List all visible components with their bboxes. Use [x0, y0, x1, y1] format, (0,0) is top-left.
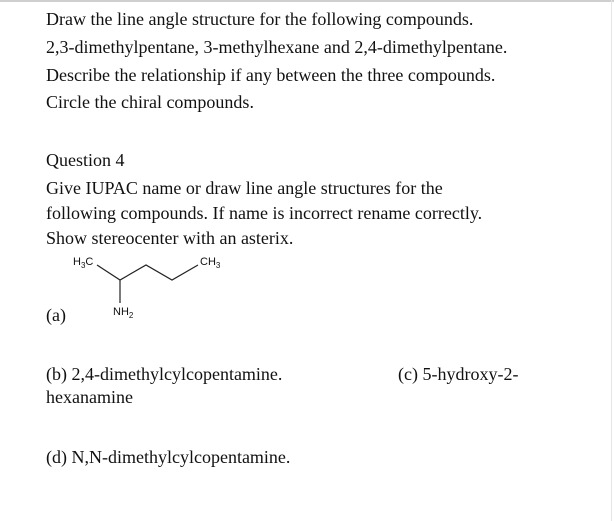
- question-4-title: Question 4: [46, 150, 125, 170]
- amine-group: $NH_2$: [113, 306, 134, 321]
- methyl-group-left: $H_3C$: [73, 256, 94, 271]
- q4-instruction-1: Give IUPAC name or draw line angle structures for the: [46, 178, 443, 198]
- item-d: (d) N,N-dimethylcylcopentamine.: [46, 447, 291, 467]
- q3-line-2: 2,3-dimethylpentane, 3-methylhexane and 2,4-dimethylpentane.: [46, 37, 508, 57]
- q4-instruction-2: following compounds. If name is incorrect rename correctly.: [46, 203, 483, 223]
- item-c-part-2: hexanamine: [46, 387, 133, 407]
- label-a: (a): [46, 305, 66, 325]
- item-b: (b) 2,4-dimethylcylcopentamine.: [46, 364, 283, 384]
- carbon-chain: [97, 265, 198, 280]
- q3-line-1: Draw the line angle structure for the following compounds.: [46, 9, 474, 29]
- item-c-part-1: (c) 5-hydroxy-2-: [398, 364, 519, 384]
- q4-instruction-3: Show stereocenter with an asterix.: [46, 228, 294, 248]
- q3-line-4: Circle the chiral compounds.: [46, 92, 254, 112]
- q3-line-3: Describe the relationship if any between the three compounds.: [46, 65, 496, 85]
- methyl-group-right: $CH_3$: [200, 256, 221, 271]
